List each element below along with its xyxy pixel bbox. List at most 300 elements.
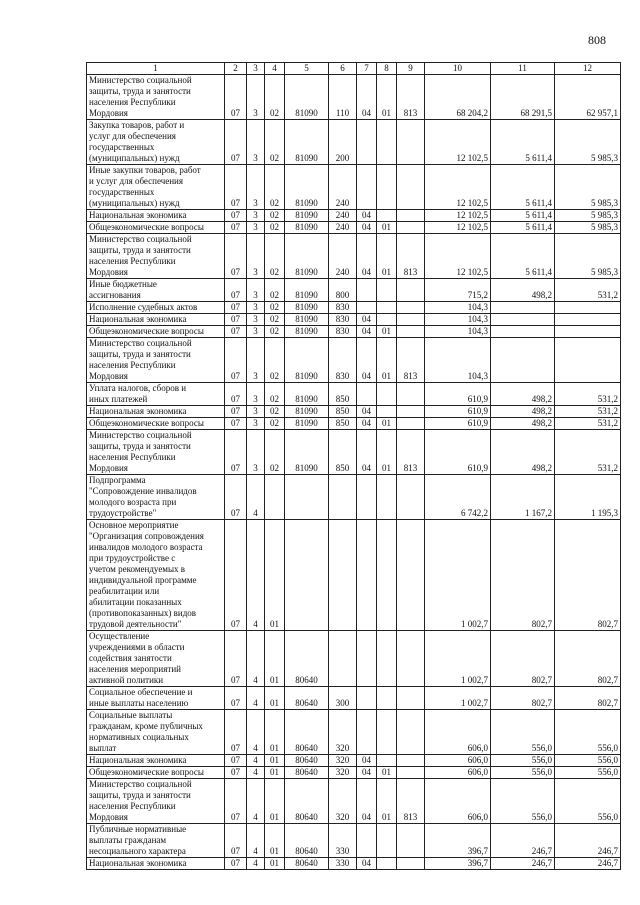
code-cell: 02 (265, 314, 285, 326)
row-name-cell: Общеэкономические вопросы (87, 418, 225, 430)
amount-cell (491, 326, 555, 338)
code-cell: 02 (265, 418, 285, 430)
code-cell (377, 520, 397, 631)
row-name-cell: Иные бюджетные ассигнования (87, 279, 225, 302)
amount-cell: 5 985,3 (555, 165, 621, 210)
code-cell (265, 475, 285, 520)
amount-cell: 802,7 (555, 687, 621, 710)
code-cell (377, 383, 397, 406)
code-cell (397, 210, 425, 222)
code-cell (357, 520, 377, 631)
code-cell: 01 (377, 338, 397, 383)
code-cell: 01 (265, 631, 285, 687)
code-cell: 07 (225, 406, 247, 418)
table-row (87, 824, 621, 858)
code-cell (397, 222, 425, 234)
code-cell: 04 (357, 234, 377, 279)
amount-cell (555, 338, 621, 383)
code-cell: 3 (247, 120, 265, 165)
code-cell: 04 (357, 767, 377, 779)
column-header: 3 (247, 63, 265, 75)
amount-cell: 5 611,4 (491, 210, 555, 222)
page-number: 808 (588, 33, 606, 47)
code-cell: 07 (225, 165, 247, 210)
code-cell (397, 406, 425, 418)
code-cell: 300 (329, 687, 357, 710)
code-cell: 3 (247, 210, 265, 222)
code-cell: 330 (329, 858, 357, 870)
code-cell (377, 120, 397, 165)
row-name-cell: Министерство социальной защиты, труда и занятости населения Республики Мордовия (87, 75, 225, 120)
code-cell (377, 279, 397, 302)
table-row (87, 210, 621, 222)
code-cell (397, 687, 425, 710)
table-row (87, 338, 621, 383)
amount-cell: 1 002,7 (425, 631, 491, 687)
column-header: 8 (377, 63, 397, 75)
code-cell: 02 (265, 302, 285, 314)
table-row (87, 383, 621, 406)
column-header: 11 (491, 63, 555, 75)
row-name-cell: Уплата налогов, сборов и иных платежей (87, 383, 225, 406)
code-cell: 04 (357, 326, 377, 338)
row-name-cell: Общеэкономические вопросы (87, 326, 225, 338)
code-cell: 01 (377, 326, 397, 338)
code-cell: 81090 (285, 383, 329, 406)
amount-cell: 610,9 (425, 430, 491, 475)
amount-cell: 5 985,3 (555, 222, 621, 234)
amount-cell: 531,2 (555, 430, 621, 475)
code-cell: 3 (247, 75, 265, 120)
code-cell: 01 (377, 767, 397, 779)
code-cell: 3 (247, 222, 265, 234)
row-name-cell: Социальное обеспечение и иные выплаты населению (87, 687, 225, 710)
amount-cell: 802,7 (555, 631, 621, 687)
amount-cell: 246,7 (555, 824, 621, 858)
amount-cell: 5 611,4 (491, 120, 555, 165)
code-cell: 80640 (285, 631, 329, 687)
amount-cell: 556,0 (491, 710, 555, 755)
code-cell: 800 (329, 279, 357, 302)
amount-cell: 556,0 (491, 767, 555, 779)
code-cell: 07 (225, 767, 247, 779)
code-cell: 3 (247, 279, 265, 302)
code-cell (397, 326, 425, 338)
code-cell: 81090 (285, 75, 329, 120)
table-row (87, 779, 621, 824)
table-row (87, 75, 621, 120)
amount-cell: 1 002,7 (425, 520, 491, 631)
code-cell: 320 (329, 710, 357, 755)
row-name-cell: Министерство социальной защиты, труда и занятости населения Республики Мордовия (87, 779, 225, 824)
code-cell: 320 (329, 779, 357, 824)
amount-cell: 802,7 (491, 520, 555, 631)
amount-cell: 68 204,2 (425, 75, 491, 120)
code-cell: 3 (247, 302, 265, 314)
row-name-cell: Министерство социальной защиты, труда и занятости населения Республики Мордовия (87, 338, 225, 383)
code-cell: 3 (247, 406, 265, 418)
code-cell: 01 (265, 710, 285, 755)
code-cell: 850 (329, 383, 357, 406)
code-cell: 02 (265, 75, 285, 120)
amount-cell: 12 102,5 (425, 210, 491, 222)
table-row (87, 755, 621, 767)
amount-cell: 12 102,5 (425, 165, 491, 210)
code-cell (397, 710, 425, 755)
code-cell: 4 (247, 824, 265, 858)
code-cell: 240 (329, 234, 357, 279)
column-header: 1 (87, 63, 225, 75)
code-cell (377, 314, 397, 326)
code-cell: 02 (265, 279, 285, 302)
code-cell: 81090 (285, 314, 329, 326)
amount-cell: 246,7 (491, 824, 555, 858)
code-cell: 04 (357, 338, 377, 383)
column-header: 9 (397, 63, 425, 75)
code-cell (397, 858, 425, 870)
code-cell: 80640 (285, 767, 329, 779)
code-cell: 330 (329, 824, 357, 858)
row-name-cell: Исполнение судебных актов (87, 302, 225, 314)
code-cell (377, 710, 397, 755)
amount-cell: 531,2 (555, 406, 621, 418)
code-cell: 4 (247, 710, 265, 755)
code-cell (377, 824, 397, 858)
code-cell: 4 (247, 755, 265, 767)
amount-cell: 606,0 (425, 779, 491, 824)
code-cell: 07 (225, 222, 247, 234)
code-cell: 01 (377, 418, 397, 430)
code-cell: 04 (357, 222, 377, 234)
amount-cell: 12 102,5 (425, 120, 491, 165)
code-cell (357, 120, 377, 165)
code-cell: 80640 (285, 824, 329, 858)
code-cell: 01 (265, 824, 285, 858)
code-cell (397, 755, 425, 767)
code-cell (357, 824, 377, 858)
row-name-cell: Подпрограмма "Сопровождение инвалидов молодого возраста при трудоустройстве" (87, 475, 225, 520)
code-cell: 01 (377, 430, 397, 475)
column-header: 4 (265, 63, 285, 75)
amount-cell: 610,9 (425, 418, 491, 430)
code-cell: 3 (247, 430, 265, 475)
amount-cell: 5 985,3 (555, 234, 621, 279)
code-cell: 02 (265, 338, 285, 383)
row-name-cell: Публичные нормативные выплаты гражданам несоциального характера (87, 824, 225, 858)
amount-cell: 6 742,2 (425, 475, 491, 520)
amount-cell: 556,0 (555, 755, 621, 767)
amount-cell: 610,9 (425, 406, 491, 418)
code-cell: 813 (397, 234, 425, 279)
code-cell: 80640 (285, 687, 329, 710)
table-row (87, 475, 621, 520)
code-cell: 4 (247, 858, 265, 870)
code-cell: 3 (247, 165, 265, 210)
code-cell: 81090 (285, 430, 329, 475)
row-name-cell: Общеэкономические вопросы (87, 767, 225, 779)
table-row (87, 165, 621, 210)
row-name-cell: Осуществление учреждениями в области содействия занятости населения мероприятий активной политики (87, 631, 225, 687)
row-name-cell: Министерство социальной защиты, труда и занятости населения Республики Мордовия (87, 430, 225, 475)
budget-table (86, 62, 621, 870)
amount-cell: 556,0 (491, 779, 555, 824)
code-cell (357, 165, 377, 210)
code-cell: 07 (225, 234, 247, 279)
amount-cell (555, 326, 621, 338)
code-cell: 07 (225, 710, 247, 755)
amount-cell: 68 291,5 (491, 75, 555, 120)
code-cell: 07 (225, 687, 247, 710)
row-name-cell: Основное мероприятие "Организация сопровождения инвалидов молодого возраста при трудоустройстве с учетом рекомендуемых в индивидуальной программе реабилитации или абилитации показанных (противопоказанных) видов трудовой деятельности" (87, 520, 225, 631)
code-cell: 07 (225, 779, 247, 824)
table-body (87, 75, 621, 870)
table-row (87, 418, 621, 430)
amount-cell (555, 302, 621, 314)
table-row (87, 326, 621, 338)
amount-cell: 606,0 (425, 755, 491, 767)
amount-cell: 104,3 (425, 314, 491, 326)
code-cell: 4 (247, 779, 265, 824)
code-cell: 04 (357, 755, 377, 767)
row-name-cell: Национальная экономика (87, 858, 225, 870)
code-cell: 81090 (285, 302, 329, 314)
code-cell: 02 (265, 383, 285, 406)
amount-cell: 802,7 (491, 687, 555, 710)
amount-cell: 556,0 (555, 710, 621, 755)
code-cell: 07 (225, 858, 247, 870)
code-cell (397, 383, 425, 406)
code-cell: 80640 (285, 710, 329, 755)
code-cell: 240 (329, 222, 357, 234)
code-cell (377, 755, 397, 767)
amount-cell: 5 611,4 (491, 222, 555, 234)
code-cell: 813 (397, 75, 425, 120)
code-cell: 02 (265, 430, 285, 475)
code-cell: 80640 (285, 755, 329, 767)
code-cell: 4 (247, 767, 265, 779)
code-cell (285, 520, 329, 631)
table-row (87, 858, 621, 870)
table-row (87, 406, 621, 418)
table-row (87, 234, 621, 279)
row-name-cell: Национальная экономика (87, 755, 225, 767)
code-cell: 04 (357, 406, 377, 418)
amount-cell (491, 302, 555, 314)
amount-cell: 62 957,1 (555, 75, 621, 120)
column-header: 12 (555, 63, 621, 75)
amount-cell: 104,3 (425, 326, 491, 338)
table-header-row (87, 63, 621, 75)
code-cell: 07 (225, 75, 247, 120)
code-cell: 04 (357, 75, 377, 120)
code-cell: 3 (247, 314, 265, 326)
code-cell: 4 (247, 475, 265, 520)
code-cell: 830 (329, 302, 357, 314)
code-cell (357, 302, 377, 314)
code-cell: 850 (329, 406, 357, 418)
code-cell: 200 (329, 120, 357, 165)
code-cell (397, 314, 425, 326)
code-cell: 830 (329, 314, 357, 326)
row-name-cell: Общеэкономические вопросы (87, 222, 225, 234)
amount-cell: 5 985,3 (555, 120, 621, 165)
code-cell: 81090 (285, 120, 329, 165)
amount-cell: 12 102,5 (425, 222, 491, 234)
code-cell (357, 710, 377, 755)
code-cell (377, 687, 397, 710)
code-cell: 81090 (285, 210, 329, 222)
table-row (87, 279, 621, 302)
code-cell (377, 210, 397, 222)
amount-cell: 606,0 (425, 710, 491, 755)
code-cell: 02 (265, 326, 285, 338)
amount-cell: 802,7 (555, 520, 621, 631)
amount-cell: 606,0 (425, 767, 491, 779)
row-name-cell: Министерство социальной защиты, труда и занятости населения Республики Мордовия (87, 234, 225, 279)
code-cell (357, 687, 377, 710)
amount-cell: 5 611,4 (491, 234, 555, 279)
amount-cell: 12 102,5 (425, 234, 491, 279)
code-cell (357, 631, 377, 687)
amount-cell: 1 002,7 (425, 687, 491, 710)
code-cell: 81090 (285, 418, 329, 430)
code-cell (377, 406, 397, 418)
code-cell: 07 (225, 314, 247, 326)
row-name-cell: Закупка товаров, работ и услуг для обеспечения государственных (муниципальных) нужд (87, 120, 225, 165)
code-cell: 07 (225, 755, 247, 767)
amount-cell: 556,0 (555, 779, 621, 824)
code-cell: 4 (247, 687, 265, 710)
table-row (87, 120, 621, 165)
code-cell (377, 165, 397, 210)
code-cell: 07 (225, 520, 247, 631)
row-name-cell: Иные закупки товаров, работ и услуг для обеспечения государственных (муниципальных) нужд (87, 165, 225, 210)
code-cell: 4 (247, 520, 265, 631)
code-cell (377, 858, 397, 870)
amount-cell (491, 338, 555, 383)
code-cell: 07 (225, 418, 247, 430)
code-cell: 3 (247, 234, 265, 279)
code-cell: 04 (357, 418, 377, 430)
code-cell: 240 (329, 210, 357, 222)
column-header: 2 (225, 63, 247, 75)
amount-cell: 246,7 (555, 858, 621, 870)
code-cell: 81090 (285, 406, 329, 418)
amount-cell: 396,7 (425, 824, 491, 858)
code-cell: 04 (357, 210, 377, 222)
code-cell (397, 120, 425, 165)
code-cell (329, 631, 357, 687)
table-row (87, 767, 621, 779)
code-cell (377, 631, 397, 687)
code-cell: 07 (225, 120, 247, 165)
amount-cell: 498,2 (491, 418, 555, 430)
table-row (87, 710, 621, 755)
code-cell: 04 (357, 779, 377, 824)
code-cell: 02 (265, 406, 285, 418)
table-row (87, 302, 621, 314)
amount-cell: 498,2 (491, 279, 555, 302)
code-cell (357, 383, 377, 406)
amount-cell: 531,2 (555, 383, 621, 406)
code-cell (329, 520, 357, 631)
code-cell: 813 (397, 779, 425, 824)
amount-cell: 5 985,3 (555, 210, 621, 222)
code-cell (377, 302, 397, 314)
code-cell: 02 (265, 210, 285, 222)
amount-cell: 610,9 (425, 383, 491, 406)
code-cell: 07 (225, 631, 247, 687)
code-cell: 07 (225, 383, 247, 406)
table-row (87, 631, 621, 687)
code-cell: 07 (225, 279, 247, 302)
code-cell: 07 (225, 338, 247, 383)
amount-cell: 531,2 (555, 279, 621, 302)
table-row (87, 520, 621, 631)
code-cell (357, 279, 377, 302)
amount-cell: 1 167,2 (491, 475, 555, 520)
amount-cell: 715,2 (425, 279, 491, 302)
code-cell: 3 (247, 338, 265, 383)
code-cell: 81090 (285, 279, 329, 302)
column-header: 5 (285, 63, 329, 75)
code-cell: 07 (225, 210, 247, 222)
code-cell: 01 (377, 234, 397, 279)
amount-cell: 531,2 (555, 418, 621, 430)
code-cell (377, 475, 397, 520)
row-name-cell: Национальная экономика (87, 314, 225, 326)
column-header: 7 (357, 63, 377, 75)
amount-cell: 396,7 (425, 858, 491, 870)
code-cell: 01 (265, 779, 285, 824)
amount-cell: 802,7 (491, 631, 555, 687)
table-row (87, 687, 621, 710)
code-cell (397, 279, 425, 302)
code-cell: 07 (225, 326, 247, 338)
code-cell: 80640 (285, 858, 329, 870)
code-cell (397, 165, 425, 210)
code-cell: 3 (247, 418, 265, 430)
code-cell: 07 (225, 430, 247, 475)
code-cell: 320 (329, 755, 357, 767)
code-cell (397, 767, 425, 779)
code-cell (357, 475, 377, 520)
code-cell: 01 (265, 767, 285, 779)
code-cell: 81090 (285, 222, 329, 234)
amount-cell: 556,0 (491, 755, 555, 767)
code-cell: 80640 (285, 779, 329, 824)
code-cell: 04 (357, 314, 377, 326)
code-cell: 07 (225, 475, 247, 520)
amount-cell: 104,3 (425, 338, 491, 383)
code-cell (285, 475, 329, 520)
code-cell: 02 (265, 120, 285, 165)
amount-cell: 5 611,4 (491, 165, 555, 210)
code-cell: 81090 (285, 234, 329, 279)
code-cell: 850 (329, 430, 357, 475)
code-cell: 02 (265, 234, 285, 279)
code-cell: 110 (329, 75, 357, 120)
code-cell: 320 (329, 767, 357, 779)
code-cell: 813 (397, 430, 425, 475)
code-cell: 240 (329, 165, 357, 210)
code-cell: 01 (377, 779, 397, 824)
row-name-cell: Национальная экономика (87, 210, 225, 222)
code-cell: 01 (265, 858, 285, 870)
code-cell: 07 (225, 824, 247, 858)
code-cell: 81090 (285, 165, 329, 210)
amount-cell: 104,3 (425, 302, 491, 314)
